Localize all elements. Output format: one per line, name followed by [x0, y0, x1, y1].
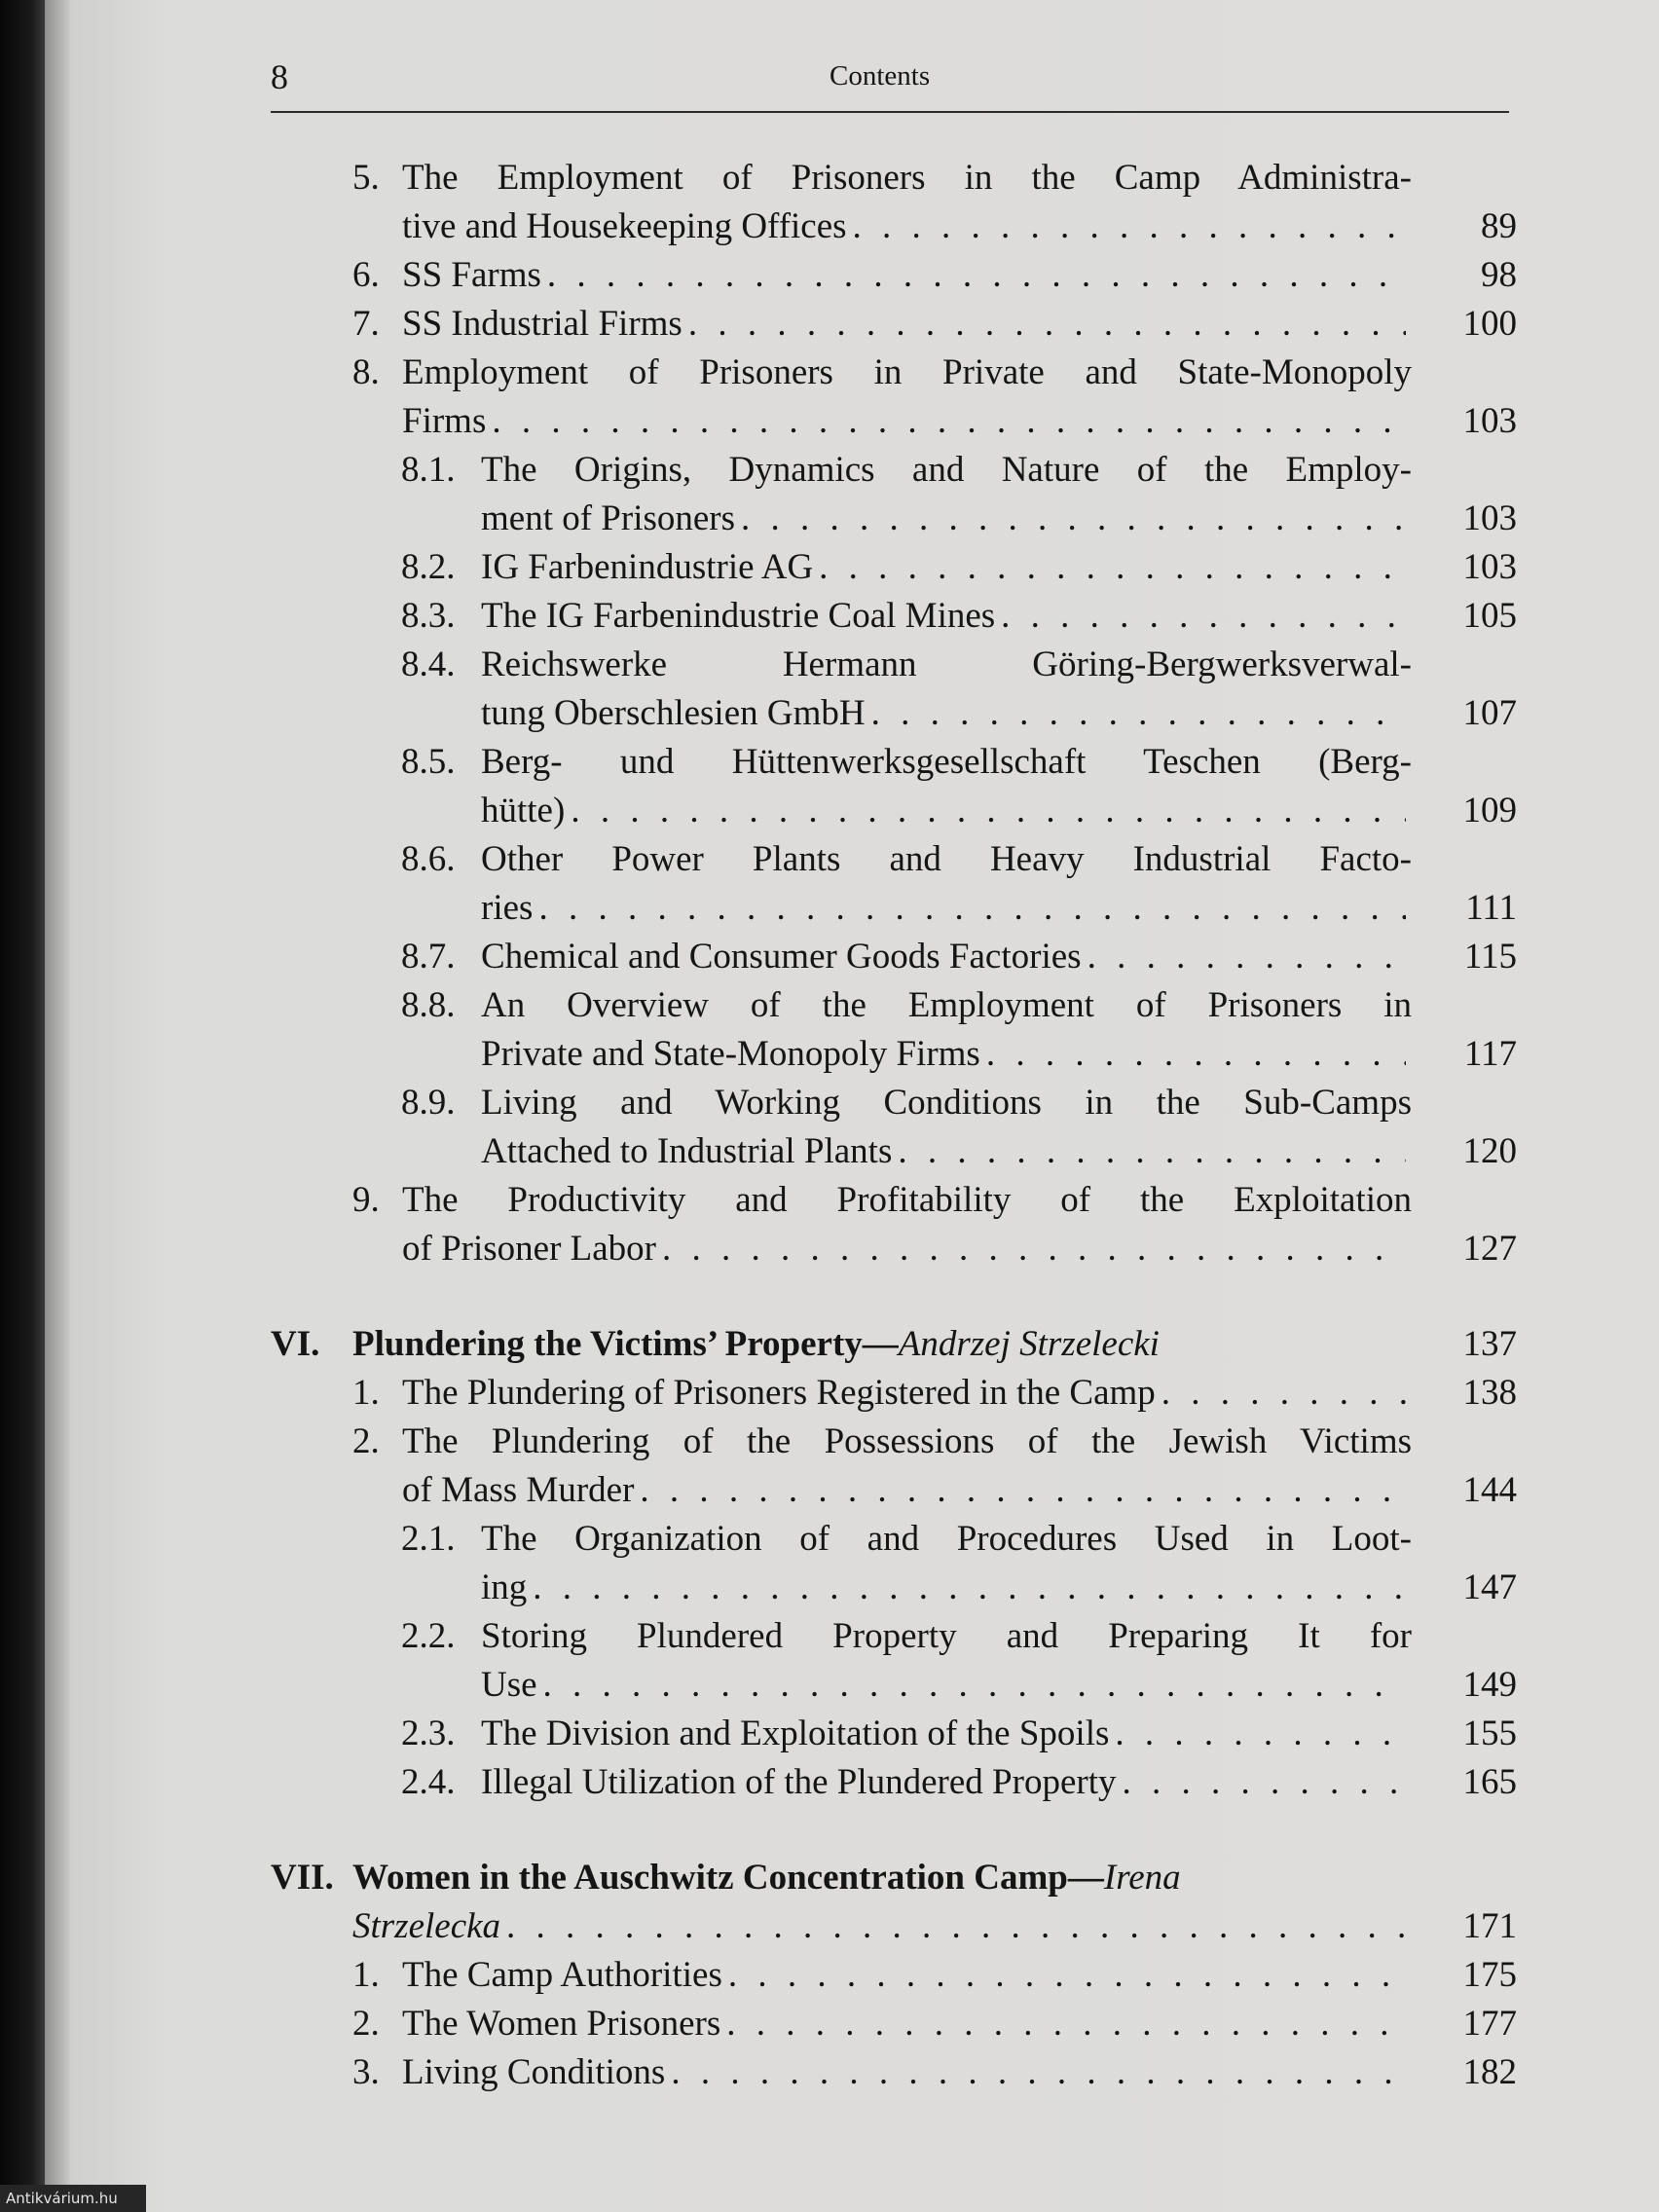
chapter-vii-title: Women in the Auschwitz Concentration Camp—: [352, 1858, 1104, 1898]
entry-number: 5.: [352, 158, 380, 198]
entry-title: Employment of Prisoners in Private and State-Monopoly: [402, 352, 1412, 392]
toc-entry: [0, 251, 1659, 300]
entry-number: 8.1.: [401, 450, 456, 490]
entry-number: 8.8.: [401, 985, 456, 1025]
chapter-vi-heading: [0, 1320, 1659, 1369]
entry-number: 8.7.: [401, 937, 456, 977]
dot-leader: [898, 1127, 1406, 1176]
chapter-vii-number: VII.: [271, 1858, 334, 1898]
entry-title: The Division and Exploitation of the Spoils: [481, 1714, 1110, 1753]
dot-leader: [986, 1030, 1406, 1079]
entry-title: of Prisoner Labor: [402, 1229, 656, 1269]
toc-entry: [0, 2048, 1659, 2097]
toc-entry: [0, 1079, 1659, 1176]
dot-leader: [1122, 1758, 1406, 1807]
entry-title: Other Power Plants and Heavy Industrial Facto-: [481, 839, 1412, 879]
entry-page-number: 103: [1462, 401, 1517, 441]
entry-title: ing: [481, 1567, 528, 1607]
entry-number: 8.4.: [401, 645, 456, 684]
dot-leader: [492, 397, 1406, 446]
entry-title: Firms: [402, 401, 487, 441]
entry-number: 2.: [352, 1421, 380, 1461]
chapter-vi-page: 137: [1462, 1324, 1517, 1364]
entry-page-number: 107: [1462, 693, 1517, 733]
entry-number: 2.3.: [401, 1714, 456, 1753]
entry-title: Chemical and Consumer Goods Factories: [481, 937, 1082, 977]
entry-title: SS Industrial Firms: [402, 304, 682, 344]
chapter-vii-page: 171: [1462, 1906, 1517, 1946]
entry-title: The IG Farbenindustrie Coal Mines: [481, 596, 996, 636]
toc-entry: [0, 738, 1659, 835]
toc-entry: [0, 349, 1659, 446]
entry-title: The Organization of and Procedures Used in Loot-: [481, 1519, 1412, 1559]
entry-page-number: 144: [1462, 1470, 1517, 1510]
entry-page-number: 89: [1481, 206, 1517, 246]
toc-entry: [0, 1515, 1659, 1612]
table-of-contents: [0, 154, 1659, 2097]
entry-number: 8.: [352, 352, 380, 392]
entry-title: The Plundering of the Possessions of the Jewish Victims: [402, 1421, 1412, 1461]
dot-leader: [1161, 1369, 1406, 1418]
dot-leader: [571, 787, 1406, 835]
entry-title: IG Farbenindustrie AG: [481, 547, 814, 587]
entry-title: The Origins, Dynamics and Nature of the Employ-: [481, 450, 1412, 490]
entry-page-number: 100: [1462, 304, 1517, 344]
entry-number: 8.6.: [401, 839, 456, 879]
entry-page-number: 177: [1462, 2004, 1517, 2044]
entry-title: Use: [481, 1665, 537, 1705]
toc-entry: [0, 592, 1659, 641]
entry-title: The Women Prisoners: [402, 2004, 721, 2044]
chapter-vi-number: VI.: [271, 1324, 320, 1364]
chapter-vi-title: Plundering the Victims’ Property—: [352, 1324, 899, 1364]
dot-leader: [1001, 592, 1406, 641]
entry-title: SS Farms: [402, 255, 541, 295]
entry-title: The Camp Authorities: [402, 1955, 722, 1995]
dot-leader: [640, 1466, 1406, 1515]
entry-title: Reichswerke Hermann Göring-Bergwerksverwal-: [481, 645, 1412, 684]
chapter-vii-heading: [0, 1854, 1659, 1951]
dot-leader: [853, 203, 1406, 251]
toc-entry: [0, 300, 1659, 349]
toc-entry: [0, 1951, 1659, 2000]
entry-title: hütte): [481, 791, 566, 830]
entry-title: Living Conditions: [402, 2052, 666, 2092]
toc-entry: [0, 1758, 1659, 1807]
toc-entry: [0, 1176, 1659, 1273]
chapter-vi-entries: [0, 1369, 1659, 1807]
entry-page-number: 149: [1462, 1665, 1517, 1705]
entry-title: of Mass Murder: [402, 1470, 635, 1510]
dot-leader: [1115, 1710, 1406, 1758]
entry-title: tive and Housekeeping Offices: [402, 206, 847, 246]
toc-entry: [0, 543, 1659, 592]
entry-title: An Overview of the Employment of Prisoners in: [481, 985, 1412, 1025]
entry-page-number: 155: [1462, 1714, 1517, 1753]
entry-title: The Employment of Prisoners in the Camp Administra-: [402, 158, 1412, 198]
toc-entry: [0, 981, 1659, 1079]
dot-leader: [1088, 933, 1406, 981]
entry-page-number: 147: [1462, 1567, 1517, 1607]
entry-page-number: 111: [1465, 888, 1517, 928]
entry-title: The Plundering of Prisoners Registered in the Camp: [402, 1373, 1156, 1413]
dot-leader: [819, 543, 1406, 592]
toc-entry: [0, 446, 1659, 543]
entry-number: 2.2.: [401, 1616, 456, 1656]
toc-entry: [0, 1369, 1659, 1418]
entry-title: tung Oberschlesien GmbH: [481, 693, 866, 733]
entry-page-number: 103: [1462, 498, 1517, 538]
entry-number: 3.: [352, 2052, 380, 2092]
entry-page-number: 120: [1462, 1131, 1517, 1171]
entry-page-number: 165: [1462, 1762, 1517, 1802]
entry-number: 8.9.: [401, 1083, 456, 1123]
chapter-vii-author-last: Strzelecka: [352, 1906, 501, 1946]
entry-number: 2.: [352, 2004, 380, 2044]
toc-entry: [0, 2000, 1659, 2048]
entry-page-number: 175: [1462, 1955, 1517, 1995]
watermark: Antikvárium.hu: [0, 2185, 146, 2212]
entry-number: 8.3.: [401, 596, 456, 636]
entry-page-number: 127: [1462, 1229, 1517, 1269]
chapter-vii-author-first: Irena: [1103, 1858, 1181, 1898]
page-header: [0, 56, 1659, 105]
toc-entry: [0, 933, 1659, 981]
entry-page-number: 182: [1462, 2052, 1517, 2092]
dot-leader: [728, 1951, 1406, 2000]
entry-page-number: 98: [1481, 255, 1517, 295]
page-number: 8: [271, 57, 288, 96]
entry-page-number: 117: [1463, 1034, 1517, 1074]
entry-page-number: 115: [1463, 937, 1517, 977]
entry-title: Attached to Industrial Plants: [481, 1131, 893, 1171]
dot-leader: [543, 1661, 1406, 1710]
toc-entry: [0, 1710, 1659, 1758]
entry-page-number: 103: [1462, 547, 1517, 587]
toc-entry: [0, 1612, 1659, 1710]
entry-number: 2.4.: [401, 1762, 456, 1802]
dot-leader: [506, 1902, 1406, 1951]
dot-leader: [547, 251, 1406, 300]
dot-leader: [662, 1225, 1406, 1273]
entry-number: 9.: [352, 1180, 380, 1220]
toc-entry: [0, 835, 1659, 933]
dot-leader: [533, 1564, 1406, 1612]
dot-leader: [726, 2000, 1406, 2048]
toc-entry: [0, 641, 1659, 738]
entry-title: ries: [481, 888, 534, 928]
running-head: Contents: [830, 60, 931, 92]
toc-entry: [0, 154, 1659, 251]
dot-leader: [871, 689, 1406, 738]
dot-leader: [688, 300, 1406, 349]
toc-entry: [0, 1418, 1659, 1515]
section-v-entries: [0, 154, 1659, 1273]
dot-leader: [538, 884, 1406, 933]
entry-page-number: 105: [1462, 596, 1517, 636]
entry-title: ment of Prisoners: [481, 498, 736, 538]
dot-leader: [741, 495, 1406, 543]
entry-number: 7.: [352, 304, 380, 344]
entry-page-number: 109: [1462, 791, 1517, 830]
entry-number: 2.1.: [401, 1519, 456, 1559]
chapter-vi-author: Andrzej Strzelecki: [898, 1324, 1160, 1364]
entry-number: 8.5.: [401, 742, 456, 782]
entry-title: Berg- und Hüttenwerksgesellschaft Teschen (Berg-: [481, 742, 1412, 782]
entry-title: Living and Working Conditions in the Sub-Camps: [481, 1083, 1412, 1123]
header-rule: [271, 111, 1509, 113]
entry-title: Private and State-Monopoly Firms: [481, 1034, 980, 1074]
entry-title: The Productivity and Profitability of the Exploitation: [402, 1180, 1412, 1220]
entry-title: Illegal Utilization of the Plundered Property: [481, 1762, 1117, 1802]
entry-title: Storing Plundered Property and Preparing It for: [481, 1616, 1412, 1656]
entry-page-number: 138: [1462, 1373, 1517, 1413]
dot-leader: [671, 2048, 1406, 2097]
entry-number: 1.: [352, 1955, 380, 1995]
chapter-vii-entries: [0, 1951, 1659, 2097]
entry-number: 6.: [352, 255, 380, 295]
entry-number: 8.2.: [401, 547, 456, 587]
entry-number: 1.: [352, 1373, 380, 1413]
